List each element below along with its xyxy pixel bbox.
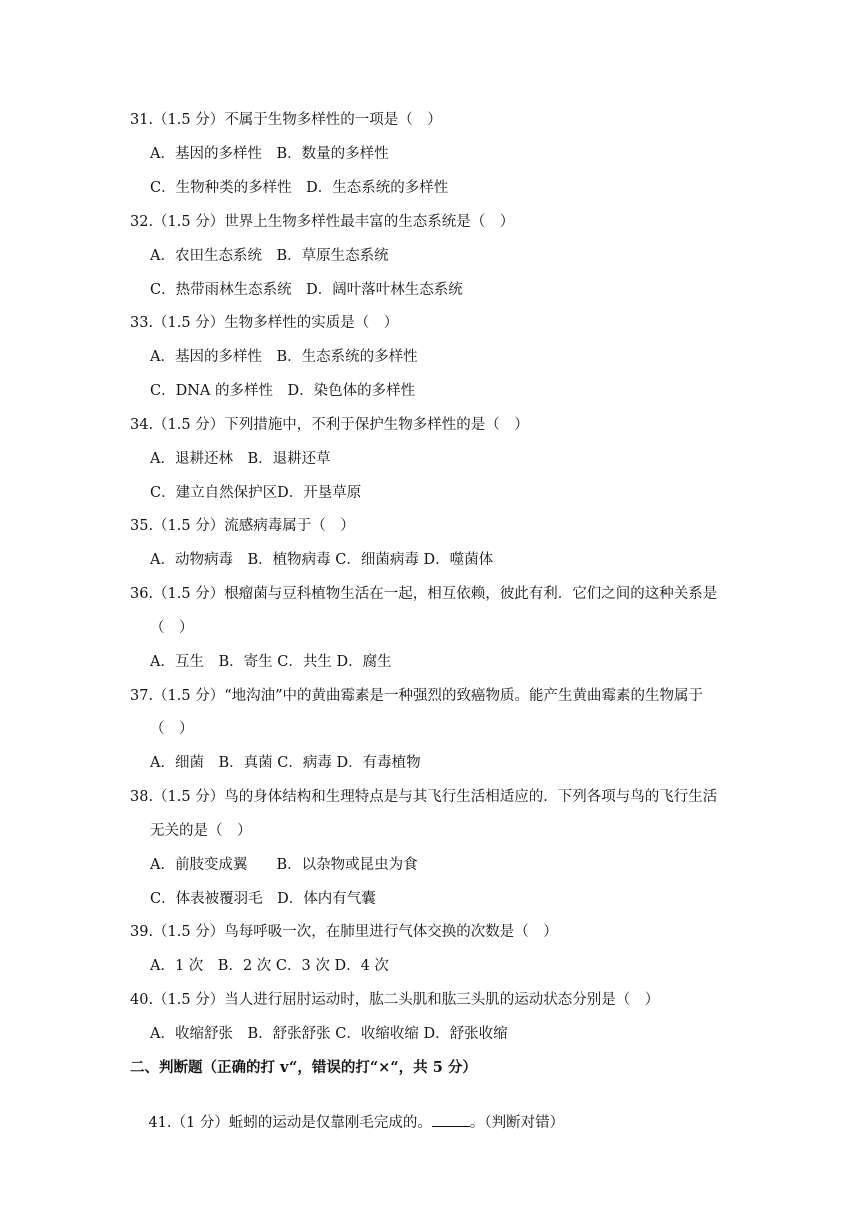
question-39-options: A．1 次 B．2 次 C．3 次 D．4 次	[150, 958, 389, 974]
question-32-options-cd: C．热带雨林生态系统 D．阔叶落叶林生态系统	[150, 282, 463, 298]
question-38-stem: 38.（1.5 分）鸟的身体结构和生理特点是与其飞行生活相适应的．下列各项与鸟的飞行生活	[130, 789, 718, 805]
question-41-suffix: 。（判断对错）	[469, 1115, 565, 1131]
question-38-options-cd: C．体表被覆羽毛 D．体内有气囊	[150, 891, 376, 907]
question-33-options-ab: A．基因的多样性 B．生态系统的多样性	[150, 349, 418, 365]
question-35-stem: 35.（1.5 分）流感病毒属于（ ）	[130, 518, 355, 534]
question-38-options-ab: A．前肢变成翼 B．以杂物或昆虫为食	[150, 857, 418, 873]
question-31-stem: 31.（1.5 分）不属于生物多样性的一项是（ ）	[130, 112, 442, 128]
question-34-options-ab: A．退耕还林 B．退耕还草	[150, 451, 331, 467]
question-36-stem: 36.（1.5 分）根瘤菌与豆科植物生活在一起，相互依赖，彼此有利．它们之间的这种关系是	[130, 586, 718, 602]
question-38-stem-continued: 无关的是（ ）	[150, 823, 252, 839]
question-40-options: A．收缩舒张 B．舒张舒张 C．收缩收缩 D．舒张收缩	[150, 1026, 508, 1042]
question-31-options-cd: C．生物种类的多样性 D．生态系统的多样性	[150, 180, 449, 196]
question-33-options-cd: C．DNA 的多样性 D．染色体的多样性	[150, 383, 416, 399]
answer-blank[interactable]	[432, 1112, 470, 1127]
question-37-stem-continued: （ ）	[150, 721, 194, 737]
section-heading-judgement: 二、判断题（正确的打 v“，错误的打“×“，共 5 分）	[130, 1059, 477, 1076]
question-32-stem: 32.（1.5 分）世界上生物多样性最丰富的生态系统是（ ）	[130, 214, 515, 230]
question-41	[130, 1092, 565, 1131]
question-36-options: A．互生 B．寄生 C．共生 D．腐生	[150, 654, 392, 670]
question-31-options-ab: A．基因的多样性 B．数量的多样性	[150, 146, 389, 162]
question-35-options: A．动物病毒 B．植物病毒 C．细菌病毒 D．噬菌体	[150, 552, 494, 568]
question-39-stem: 39.（1.5 分）鸟每呼吸一次，在肺里进行气体交换的次数是（ ）	[130, 924, 558, 940]
question-37-options: A．细菌 B．真菌 C．病毒 D．有毒植物	[150, 755, 421, 771]
question-36-stem-continued: （ ）	[150, 620, 194, 636]
question-41-stem: 41.（1 分）蚯蚓的运动是仅靠刚毛完成的。	[148, 1115, 432, 1131]
question-32-options-ab: A．农田生态系统 B．草原生态系统	[150, 248, 389, 264]
question-33-stem: 33.（1.5 分）生物多样性的实质是（ ）	[130, 315, 399, 331]
question-34-stem: 34.（1.5 分）下列措施中，不利于保护生物多样性的是（ ）	[130, 417, 529, 433]
question-34-options-cd: C．建立自然保护区D．开垦草原	[150, 485, 362, 501]
question-40-stem: 40.（1.5 分）当人进行屈肘运动时，肱二头肌和肱三头肌的运动状态分别是（ ）	[130, 992, 660, 1008]
question-37-stem: 37.（1.5 分）“地沟油”中的黄曲霉素是一种强烈的致癌物质。能产生黄曲霉素的生物属于	[130, 688, 704, 704]
